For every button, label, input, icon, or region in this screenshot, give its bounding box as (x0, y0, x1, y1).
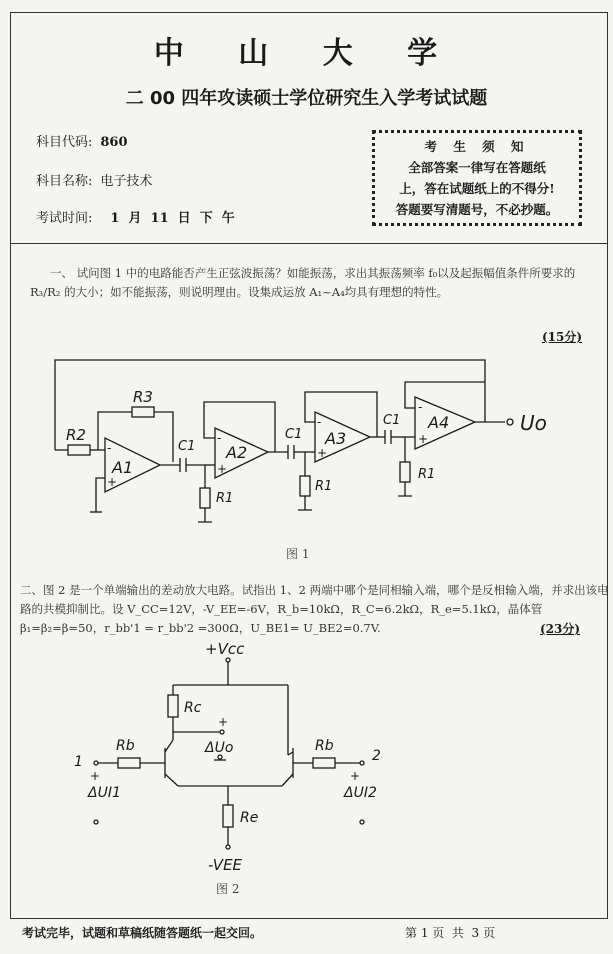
subject-name-value: 电子技术 (100, 174, 153, 189)
exam-time-value: 1 月 11 日 下 午 (110, 211, 235, 226)
vee-label: -VEE (208, 856, 243, 874)
resistor-rb-right-label: Rb (315, 738, 334, 754)
resistor-r1-label: R1 (216, 491, 234, 506)
resistor-r1-label: R1 (315, 479, 333, 494)
question-1-text: 一、 试问图 1 中的电路能否产生正弦波振荡？如能振荡，求出其振荡频率 f₀以及起振幅值条件所要求的 R₃/R₂ 的大小；如不能振荡，则说明理由。设集成运放 A₁~A₄均具有理想的特性。 (30, 266, 576, 299)
subject-name-label: 科目名称: (36, 174, 93, 189)
vcc-label: +Vcc (205, 640, 245, 658)
svg-text:+: + (418, 432, 429, 446)
resistor-rb-left-label: Rb (116, 738, 135, 754)
question-2-score: (23分) (540, 622, 581, 636)
svg-text:+: + (90, 769, 101, 783)
opamp-a1-label: A1 (112, 458, 134, 477)
notice-title: 考 生 须 知 (424, 139, 530, 154)
resistor-rc-label: Rc (184, 700, 202, 716)
svg-text:+: + (317, 446, 328, 460)
resistor-r2-label: R2 (66, 426, 86, 444)
svg-text:+: + (217, 462, 228, 476)
capacitor-c1-label: C1 (285, 427, 303, 442)
page-number: 第 1 页 共 3 页 (405, 926, 495, 940)
capacitor-c1-label: C1 (178, 439, 196, 454)
svg-text:+: + (107, 475, 118, 489)
svg-text:-: - (317, 415, 322, 429)
opamp-a3-label: A3 (325, 429, 347, 448)
resistor-r1-label: R1 (418, 467, 436, 482)
subject-code-value: 860 (100, 135, 128, 150)
exam-title: 二 00 四年攻读硕士学位研究生入学考试试题 (125, 88, 488, 109)
notice-line: 答题要写清题号，不必抄题。 (395, 202, 559, 217)
output-delta-uo-label: ΔUo (205, 740, 234, 756)
svg-text:+: + (218, 715, 229, 729)
question-2-text: 二、图 2 是一个单端输出的差动放大电路。试指出 1、2 两端中哪个是同相输入端，哪个是反相输入端，并求出该电路的共模抑制比。设 V_CC=12V，-V_EE=-6V，R_b=10kΩ，R_C=6.2kΩ，R_e=5.1kΩ，晶体管 β₁=β₂=β=50，r_bb'1 = r_bb'2 =300Ω，U_BE1= U_BE2=0.7V. (20, 583, 609, 635)
notice-line: 全部答案一律写在答题纸 (408, 160, 546, 175)
university-title: 中 山 大 学 (153, 36, 460, 71)
input-delta-ui2-label: ΔUI2 (344, 785, 377, 801)
terminal-2-label: 2 (372, 748, 381, 764)
subject-code-label: 科目代码: (36, 135, 93, 150)
svg-text:-: - (418, 400, 423, 414)
svg-text:-: - (107, 441, 112, 455)
notice-line: 上，答在试题纸上的不得分! (399, 181, 555, 196)
question-1-score: (15分) (542, 330, 583, 344)
svg-text:+: + (350, 769, 361, 783)
resistor-re-label: Re (240, 810, 259, 826)
output-uo-label: Uo (520, 411, 547, 435)
figure-2-caption: 图 2 (216, 882, 240, 896)
opamp-a2-label: A2 (226, 443, 248, 462)
input-delta-ui1-label: ΔUI1 (88, 785, 121, 801)
capacitor-c1-label: C1 (383, 413, 401, 428)
exam-time-label: 考试时间: (36, 211, 93, 226)
resistor-r3-label: R3 (133, 388, 153, 406)
terminal-1-label: 1 (74, 754, 83, 770)
svg-text:-: - (217, 431, 222, 445)
footer-instruction: 考试完毕，试题和草稿纸随答题纸一起交回。 (22, 926, 263, 940)
opamp-a4-label: A4 (428, 413, 450, 432)
figure-1-caption: 图 1 (286, 547, 310, 561)
